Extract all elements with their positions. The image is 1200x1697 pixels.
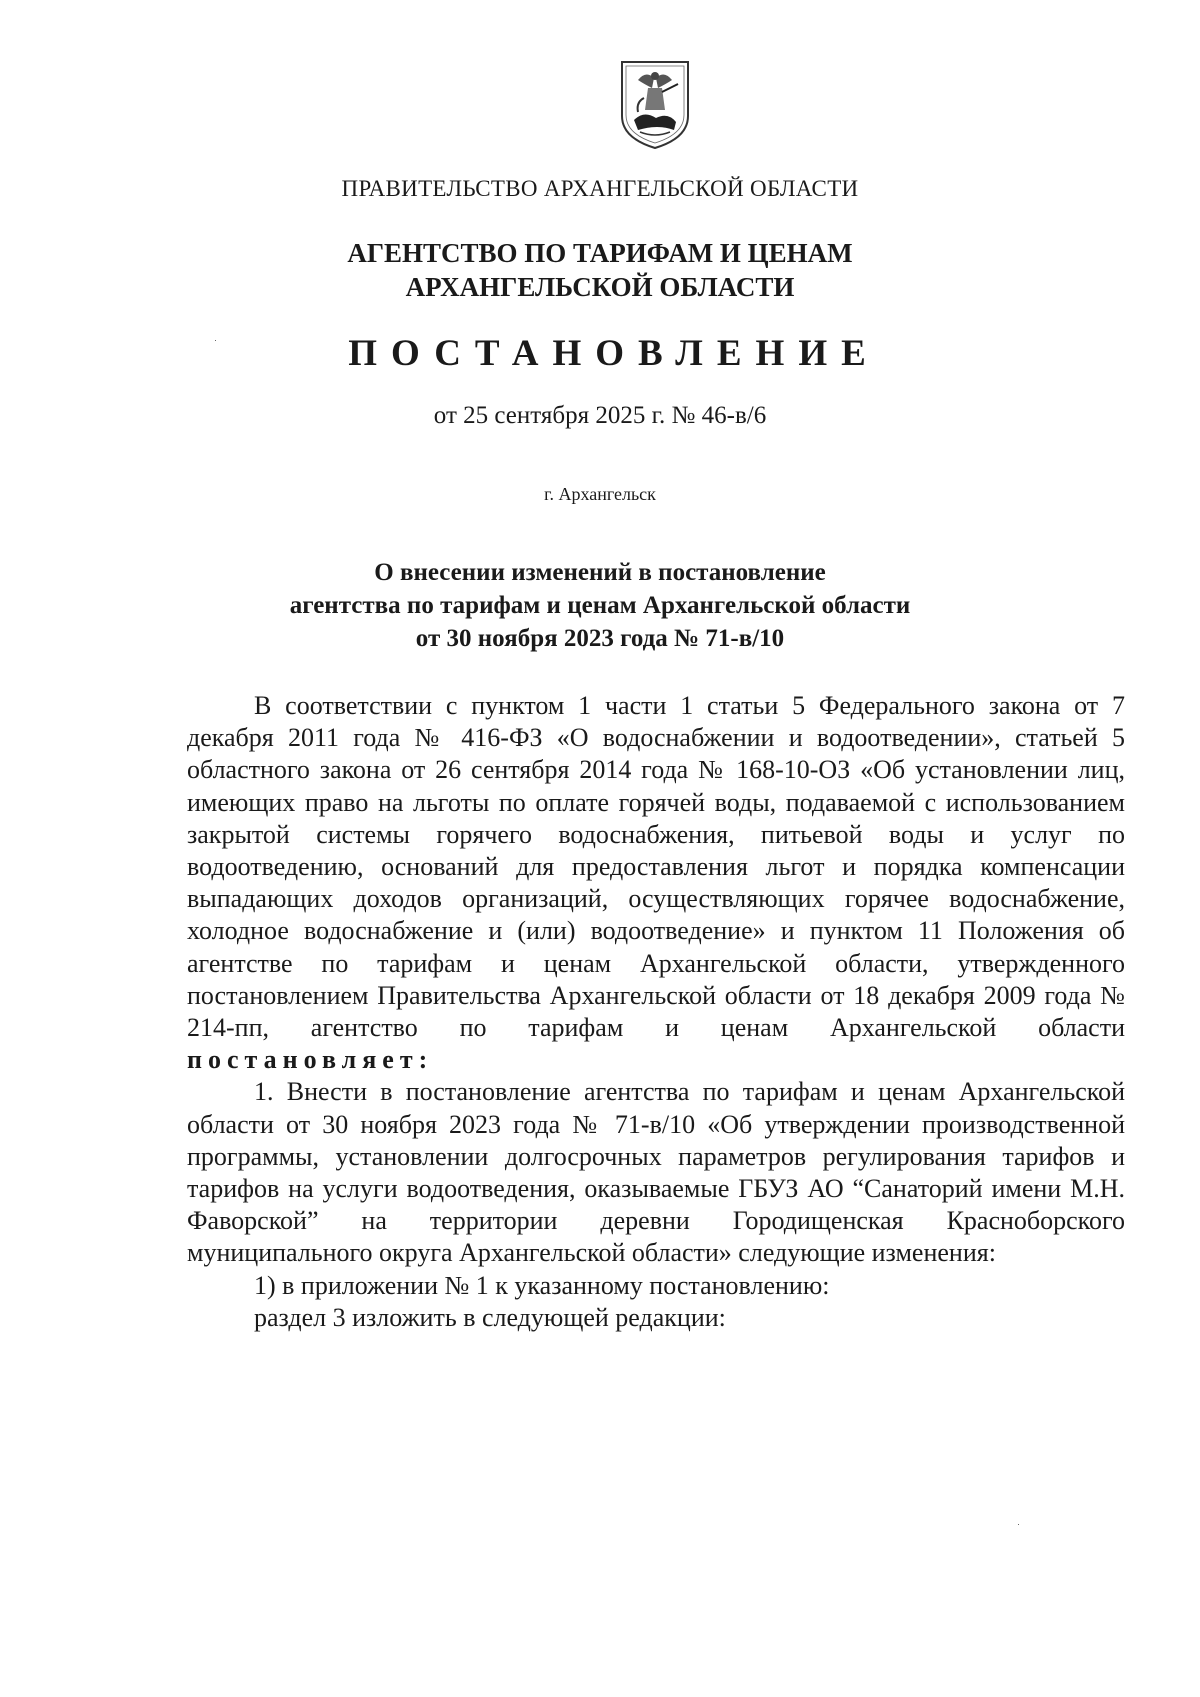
agency-name [0, 236, 1200, 304]
title-line2: агентства по тарифам и ценам Архангельской области [289, 592, 911, 619]
agency-name-line1: АГЕНТСТВО ПО ТАРИФАМ И ЦЕНАМ [347, 238, 853, 268]
preamble-paragraph [187, 690, 1125, 1076]
title-line1: О внесении изменений в постановление [374, 559, 826, 586]
item-1-paragraph: 1. Внести в постановление агентства по тарифам и ценам Архангельской области от 30 ноября 2023 года № 71-в/10 «Об утверждении производственной программы, установлении долгосрочных параметров регулирования тарифов и тарифов на услуги водоотведения, оказываемые ГБУЗ АО “Санаторий имени М.Н. Фаворской” на территории деревни Городищенская Красноборского муниципального округа Архангельской области» следующие изменения: [187, 1077, 1125, 1268]
document-date-number: от 25 сентября 2025 г. № 46-в/6 [433, 402, 767, 429]
preamble-text: В соответствии с пунктом 1 части 1 статьи 5 Федерального закона от 7 декабря 2011 года № 416-ФЗ «О водоснабжении и водоотведении», статьей 5 областного закона от 26 сентября 2014 года № 168-10-ОЗ «Об установлении лиц, имеющих право на льготы по оплате горячей воды, подаваемой с использованием закрытой системы горячего водоснабжения, питьевой воды и услуг по водоотведению, оснований для предоставления льгот и порядка компенсации выпадающих доходов организаций, осуществляющих горячее водоснабжение, холодное водоснабжение и (или) водоотведение» и пунктом 11 Положения об агентстве по тарифам и ценам Архангельской области, утвержденного постановлением Правительства Архангельской области от 18 декабря 2009 года № 214-пп, агентство по тарифам и ценам Архангельской области [187, 691, 1125, 1043]
sub-item-2-paragraph: раздел 3 изложить в следующей редакции: [254, 1302, 726, 1332]
coat-of-arms-emblem-icon [618, 58, 692, 150]
sub-item-1-paragraph: 1) в приложении № 1 к указанному постановлению: [254, 1270, 830, 1300]
title-line3: от 30 ноября 2023 года № 71-в/10 [415, 625, 785, 652]
document-body [187, 690, 1125, 1334]
scan-speck [1018, 1524, 1019, 1525]
government-name: ПРАВИТЕЛЬСТВО АРХАНГЕЛЬСКОЙ ОБЛАСТИ [341, 176, 859, 201]
document-type: ПОСТАНОВЛЕНИЕ [348, 333, 880, 374]
agency-name-line2: АРХАНГЕЛЬСКОЙ ОБЛАСТИ [405, 272, 795, 302]
document-city: г. Архангельск [544, 484, 656, 504]
scan-speck [215, 340, 216, 341]
document-title [0, 556, 1200, 655]
resolves-word: постановляет: [187, 1045, 434, 1075]
